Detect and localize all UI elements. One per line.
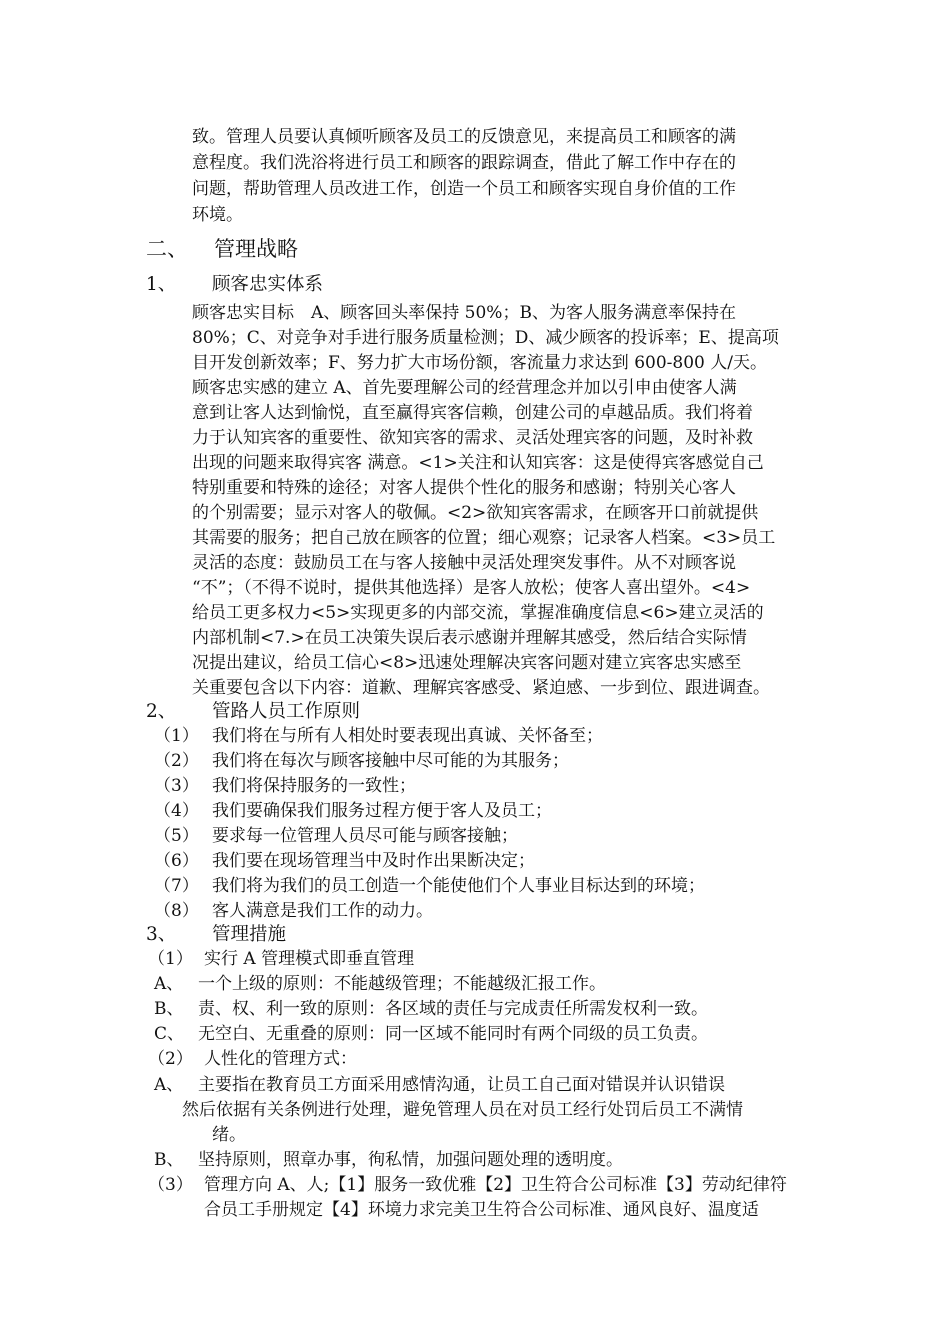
list-item-number: （4） (154, 801, 199, 821)
list-item: 我们将为我们的员工创造一个能使他们个人事业目标达到的环境； (212, 876, 705, 896)
paragraph-line: 意到让客人达到愉悦，直至赢得宾客信赖，创建公司的卓越品质。我们将着 (192, 403, 753, 423)
section-title: 管理战略 (214, 237, 298, 261)
list-item: 我们将保持服务的一致性； (212, 776, 416, 796)
list-item: 无空白、无重叠的原则：同一区域不能同时有两个同级的员工负责。 (198, 1024, 708, 1044)
list-item: 我们将在与所有人相处时要表现出真诚、关怀备至； (212, 726, 603, 746)
list-item-number: （8） (154, 901, 199, 921)
paragraph-line: 目开发创新效率；F、努力扩大市场份额，客流量力求达到 600-800 人/天。 (192, 353, 767, 373)
section-number: 二、 (146, 237, 188, 261)
paragraph-line: 力于认知宾客的重要性、欲知宾客的需求、灵活处理宾客的问题，及时补救 (192, 428, 753, 448)
paragraph-line: 出现的问题来取得宾客 满意。<1>关注和认知宾客：这是使得宾客感觉自己 (192, 453, 764, 473)
paragraph-line: 况提出建议，给员工信心<8>迅速处理解决宾客问题对建立宾客忠实感至 (192, 653, 742, 673)
list-item-number: （5） (154, 826, 199, 846)
list-item: 人性化的管理方式： (204, 1049, 357, 1069)
list-item-number: （1） (154, 726, 199, 746)
subsection-title: 管理措施 (212, 924, 287, 945)
subsection-number: 1、 (146, 274, 177, 295)
paragraph-line: 特别重要和特殊的途径；对客人提供个性化的服务和感谢；特别关心客人 (192, 478, 736, 498)
list-item: 要求每一位管理人员尽可能与顾客接触； (212, 826, 518, 846)
list-item-number: （1） (148, 949, 193, 969)
list-item-number: （3） (148, 1175, 193, 1195)
list-item-continuation: 合员工手册规定【4】环境力求完美卫生符合公司标准、通风良好、温度适 (204, 1200, 759, 1220)
list-item-number: （6） (154, 851, 199, 871)
list-item-number: （2） (154, 751, 199, 771)
list-item: 责、权、利一致的原则：各区域的责任与完成责任所需发权利一致。 (198, 999, 708, 1019)
subsection-title: 管路人员工作原则 (212, 701, 361, 722)
list-item-letter: A、 (154, 1075, 184, 1095)
paragraph-line: “不”；（不得不说时，提供其他选择）是客人放松；使客人喜出望外。<4> (192, 578, 751, 598)
list-item-number: （7） (154, 876, 199, 896)
intro-line: 致。管理人员要认真倾听顾客及员工的反馈意见，来提高员工和顾客的满 (192, 127, 736, 147)
intro-line: 问题，帮助管理人员改进工作，创造一个员工和顾客实现自身价值的工作 (192, 179, 736, 199)
paragraph-line: 其需要的服务；把自己放在顾客的位置；细心观察；记录客人档案。<3>员工 (192, 528, 776, 548)
list-item: 管理方向 A、人;【1】服务一致优雅【2】卫生符合公司标准【3】劳动纪律符 (204, 1175, 787, 1195)
intro-line: 环境。 (192, 205, 243, 225)
list-item: 主要指在教育员工方面采用感情沟通，让员工自己面对错误并认识错误 (198, 1075, 725, 1095)
list-item: 我们要在现场管理当中及时作出果断决定； (212, 851, 535, 871)
intro-line: 意程度。我们洗浴将进行员工和顾客的跟踪调查，借此了解工作中存在的 (192, 153, 736, 173)
subsection-number: 3、 (146, 924, 177, 945)
subsection-number: 2、 (146, 701, 177, 722)
subsection-title: 顾客忠实体系 (212, 274, 324, 295)
paragraph-line: 顾客忠实感的建立 A、首先要理解公司的经营理念并加以引申由使客人满 (192, 378, 737, 398)
list-item-continuation: 绪。 (212, 1125, 246, 1145)
paragraph-line: 给员工更多权力<5>实现更多的内部交流，掌握准确度信息<6>建立灵活的 (192, 603, 764, 623)
list-item: 实行 A 管理模式即垂直管理 (204, 949, 415, 969)
paragraph-line: 灵活的态度：鼓励员工在与客人接触中灵活处理突发事件。从不对顾客说 (192, 553, 736, 573)
list-item: 我们将在每次与顾客接触中尽可能的为其服务； (212, 751, 569, 771)
paragraph-line: 的个别需要；显示对客人的敬佩。<2>欲知宾客需求，在顾客开口前就提供 (192, 503, 759, 523)
list-item-letter: B、 (154, 999, 184, 1019)
paragraph-line: 顾客忠实目标 A、顾客回头率保持 50%；B、为客人服务满意率保持在 (192, 303, 736, 323)
list-item: 客人满意是我们工作的动力。 (212, 901, 433, 921)
list-item: 我们要确保我们服务过程方便于客人及员工； (212, 801, 552, 821)
paragraph-line: 内部机制<7.>在员工决策失误后表示感谢并理解其感受，然后结合实际情 (192, 628, 747, 648)
list-item: 一个上级的原则：不能越级管理；不能越级汇报工作。 (198, 974, 606, 994)
list-item-number: （2） (148, 1049, 193, 1069)
list-item-number: （3） (154, 776, 199, 796)
list-item-continuation: 然后依据有关条例进行处理，避免管理人员在对员工经行处罚后员工不满情 (182, 1100, 743, 1120)
list-item: 坚持原则，照章办事，徇私情，加强问题处理的透明度。 (198, 1150, 623, 1170)
paragraph-line: 关重要包含以下内容：道歉、理解宾客感受、紧迫感、一步到位、跟进调查。 (192, 678, 770, 698)
list-item-letter: A、 (154, 974, 184, 994)
paragraph-line: 80%；C、对竞争对手进行服务质量检测；D、减少顾客的投诉率；E、提高项 (192, 328, 779, 348)
list-item-letter: C、 (154, 1024, 185, 1044)
list-item-letter: B、 (154, 1150, 184, 1170)
